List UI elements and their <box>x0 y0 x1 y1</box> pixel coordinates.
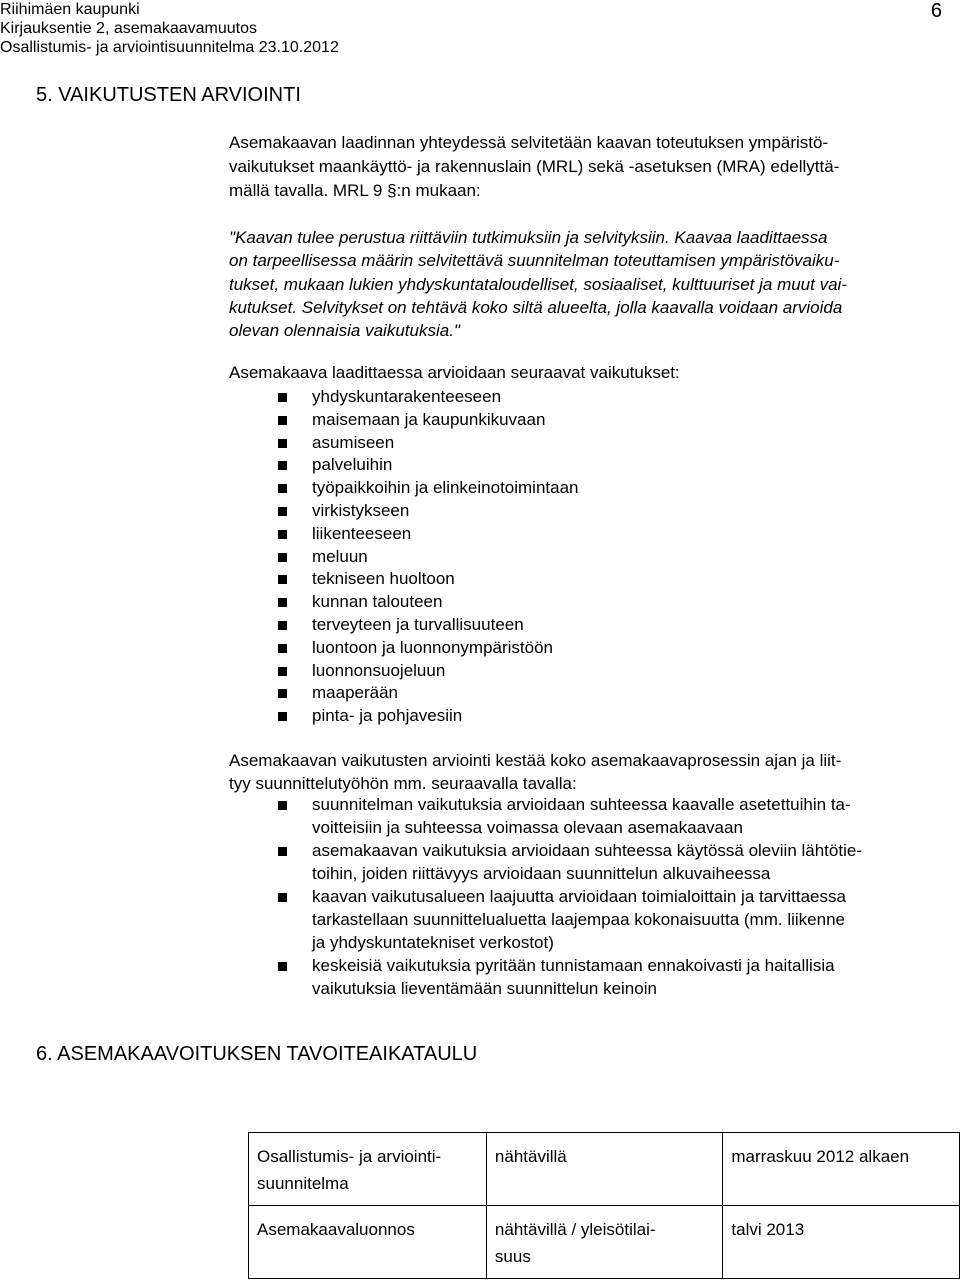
impact-item: tekniseen huoltoon <box>312 569 455 589</box>
table-cell <box>723 1206 960 1279</box>
process-intro-line: Asemakaavan vaikutusten arviointi kestää koko asemakaavaprosessin ajan ja liit- <box>229 751 842 770</box>
impact-item: asumiseen <box>312 432 395 452</box>
table-row <box>249 1206 960 1279</box>
intro-line: Asemakaavan laadinnan yhteydessä selvitetään kaavan toteutuksen ympäristö- <box>229 133 829 152</box>
intro-line: vaikutukset maankäyttö- ja rakennuslain (MRL) sekä -asetuksen (MRA) edellyttä- <box>229 157 840 176</box>
bullet-icon <box>278 439 287 448</box>
quote-line: on tarpeellisessa määrin selvitettävä suunnitelman toteuttamisen ympäristövaiku- <box>229 251 840 270</box>
bullet-icon <box>278 598 287 607</box>
impact-item: kunnan talouteen <box>312 592 443 612</box>
page-number: 6 <box>930 0 942 22</box>
impact-item: liikenteeseen <box>312 523 412 543</box>
bullet-icon <box>278 416 287 425</box>
impact-item: luontoon ja luonnonympäristöön <box>312 637 554 657</box>
bullet-icon <box>278 507 287 516</box>
process-intro-line: tyy suunnittelutyöhön mm. seuraavalla tavalla: <box>229 774 577 793</box>
process-item-line: tarkastellaan suunnittelualuetta laajempaa kokonaisuutta (mm. liikenne <box>312 910 845 929</box>
process-item-line: ja yhdyskuntatekniset verkostot) <box>312 933 554 952</box>
impact-list-intro: Asemakaava laadittaessa arvioidaan seuraavat vaikutukset: <box>229 363 680 382</box>
impact-item: maaperään <box>312 683 399 703</box>
impact-item: terveyteen ja turvallisuuteen <box>312 615 524 634</box>
bullet-icon <box>278 484 287 493</box>
cell-text: nähtävillä <box>494 1147 567 1166</box>
table-cell <box>249 1206 487 1279</box>
cell-text: marraskuu 2012 alkaen <box>731 1147 910 1166</box>
process-item-line: asemakaavan vaikutuksia arvioidaan suhteessa käytössä oleviin lähtötie- <box>312 841 862 860</box>
bullet-icon <box>278 621 287 630</box>
impact-item: luonnonsuojeluun <box>312 660 446 680</box>
process-item-line: keskeisiä vaikutuksia pyritään tunnistamaan ennakoivasti ja haitallisia <box>312 956 835 975</box>
quote-line: tukset, mukaan lukien yhdyskuntataloudelliset, sosiaaliset, kulttuuriset ja muut vai- <box>229 275 847 294</box>
bullet-icon <box>278 962 287 971</box>
table-cell <box>486 1133 722 1206</box>
table-cell <box>249 1133 487 1206</box>
impact-item: yhdyskuntarakenteeseen <box>312 387 502 406</box>
bullet-icon <box>278 393 287 402</box>
bullet-icon <box>278 667 287 676</box>
quote-line: olevan olennaisia vaikutuksia." <box>229 321 460 340</box>
bullet-icon <box>278 801 287 810</box>
schedule-table <box>248 1132 960 1279</box>
impact-item: palveluihin <box>312 455 393 475</box>
bullet-icon <box>278 553 287 562</box>
bullet-icon <box>278 644 287 653</box>
cell-text: talvi 2013 <box>731 1220 805 1239</box>
bullet-icon <box>278 689 287 698</box>
impact-item: virkistykseen <box>312 501 410 520</box>
quote-line: "Kaavan tulee perustua riittäviin tutkimuksiin ja selvityksiin. Kaavaa laadittaessa <box>229 228 828 247</box>
bullet-icon <box>278 893 287 902</box>
process-item-line: vaikutuksia lieventämään suunnittelun keinoin <box>312 979 657 998</box>
impact-item: meluun <box>312 546 368 566</box>
table-row <box>249 1133 960 1206</box>
bullet-icon <box>278 712 287 721</box>
impact-item: maisemaan ja kaupunkikuvaan <box>312 409 546 429</box>
process-item-line: kaavan vaikutusalueen laajuutta arvioidaan toimialoittain ja tarvittaessa <box>312 887 846 906</box>
header-project: Kirjauksentie 2, asemakaavamuutos <box>0 20 258 37</box>
impact-item: pinta- ja pohjavesiin <box>312 706 463 726</box>
process-item-line: suunnitelman vaikutuksia arvioidaan suhteessa kaavalle asetettuihin ta- <box>312 795 851 814</box>
document-header <box>0 0 339 57</box>
bullet-icon <box>278 461 287 470</box>
bullet-icon <box>278 847 287 856</box>
process-item-line: toihin, joiden riittävyys arvioidaan suunnittelun alkuvaiheessa <box>312 864 771 883</box>
quote-line: kutukset. Selvitykset on tehtävä koko siltä alueelta, jolla kaavalla voidaan arvioida <box>229 298 843 317</box>
table-cell <box>486 1206 722 1279</box>
cell-text: nähtävillä / yleisötilai- suus <box>494 1220 656 1266</box>
table-cell <box>723 1133 960 1206</box>
header-org: Riihimäen kaupunki <box>0 1 140 18</box>
bullet-icon <box>278 530 287 539</box>
cell-text: Osallistumis- ja arviointi- suunnitelma <box>257 1147 442 1193</box>
header-doc-title: Osallistumis- ja arviointisuunnitelma 23.10.2012 <box>0 39 339 56</box>
cell-text: Asemakaavaluonnos <box>257 1220 415 1239</box>
process-item-line: voitteisiin ja suhteessa voimassa olevaan asemakaavaan <box>312 818 743 837</box>
bullet-icon <box>278 575 287 584</box>
section-5-heading: 5. VAIKUTUSTEN ARVIOINTI <box>36 84 301 106</box>
intro-line: mällä tavalla. MRL 9 §:n mukaan: <box>229 181 481 200</box>
section-6-heading: 6. ASEMAKAAVOITUKSEN TAVOITEAIKATAULU <box>36 1043 478 1065</box>
impact-item: työpaikkoihin ja elinkeinotoimintaan <box>312 478 579 498</box>
